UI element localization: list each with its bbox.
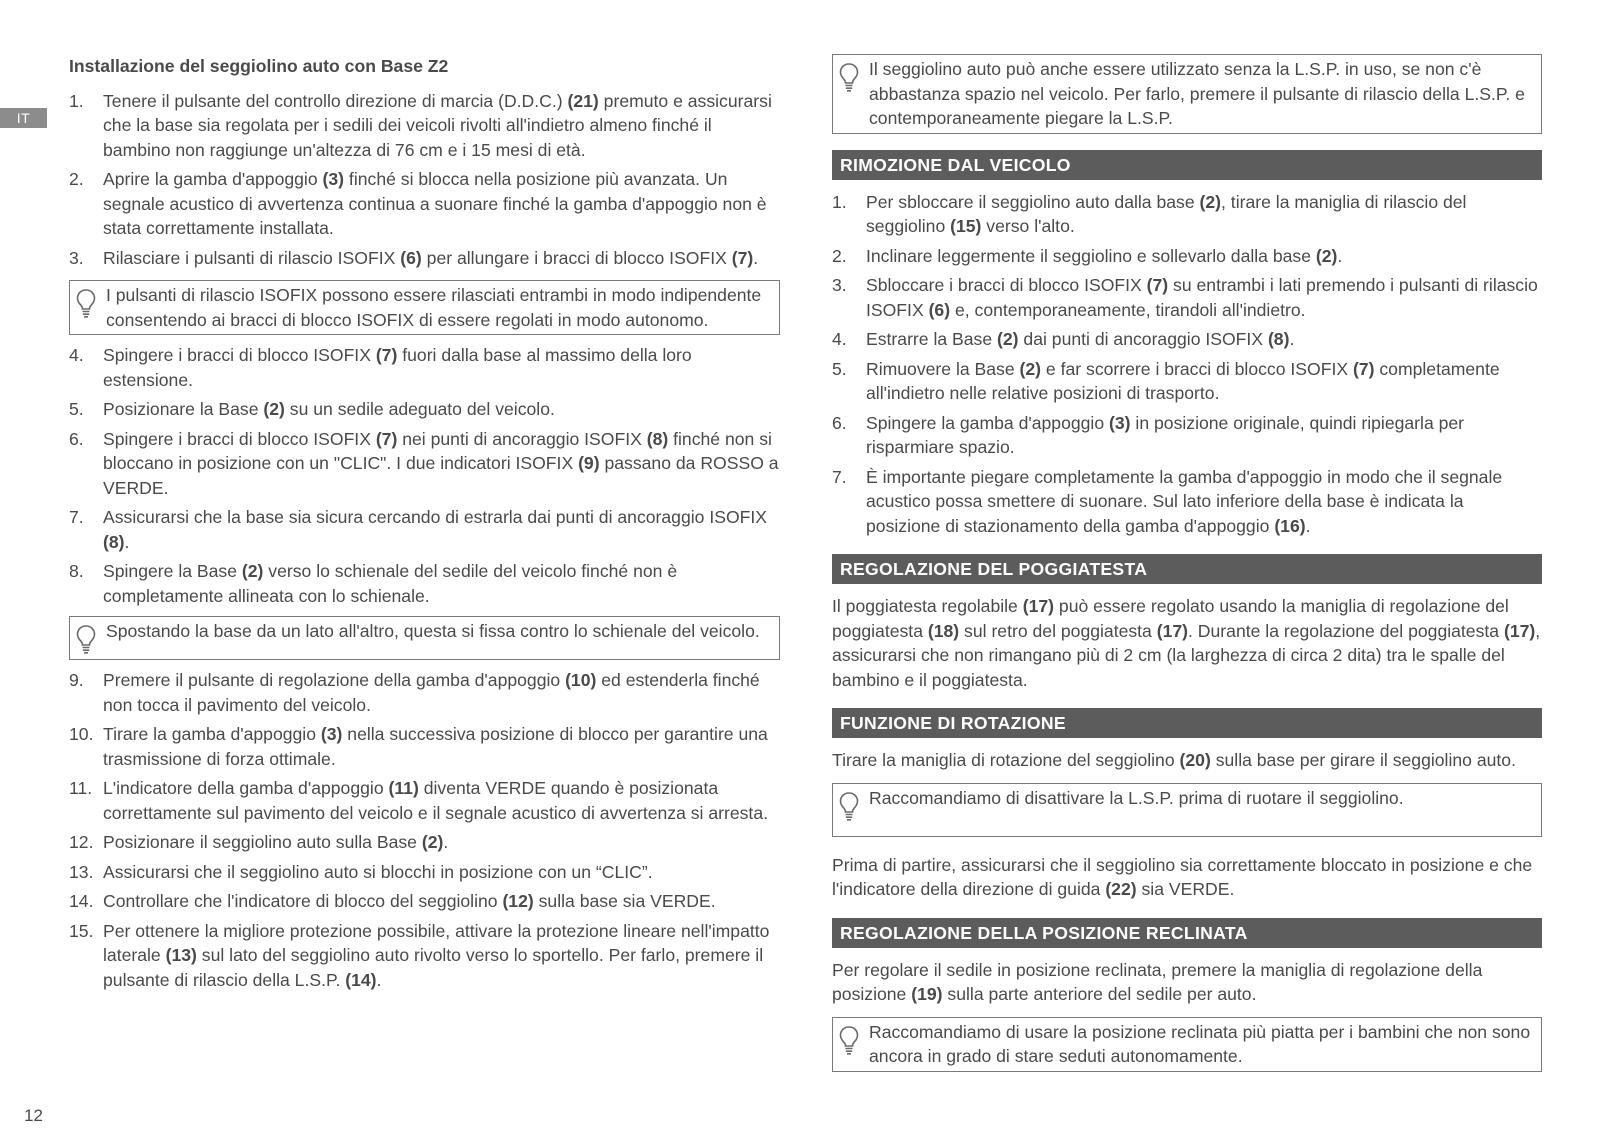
text-run: può essere regolato usando la maniglia di regolazione del poggiatesta [832, 596, 1509, 641]
reference-number: (18) [927, 620, 960, 641]
lightbulb-icon [74, 623, 106, 657]
installation-steps-b [69, 343, 780, 608]
text-run: nei punti di ancoraggio ISOFIX [397, 428, 647, 449]
list-item [69, 559, 780, 608]
step-text [866, 357, 1542, 406]
text-run: su un sedile adeguato del veicolo. [284, 399, 555, 419]
reference-number: (19) [911, 984, 943, 1004]
text-run: sulla base sia VERDE. [533, 891, 716, 911]
reference-number: (12) [502, 891, 534, 911]
installation-steps-a [69, 89, 780, 271]
list-item [832, 190, 1542, 239]
text-run: Assicurarsi che la base sia sicura cercando di estrarla dai punti di ancoraggio ISOFIX [103, 507, 768, 527]
note-rotation: Raccomandiamo di disattivare la L.S.P. prima di ruotare il seggiolino. [832, 783, 1542, 837]
reference-number: (9) [578, 453, 600, 473]
text-run: Rimuovere la Base [866, 358, 1020, 379]
step-text [866, 411, 1542, 460]
reference-number: (17) [1022, 596, 1055, 616]
lightbulb-icon [837, 790, 869, 824]
headrest-heading: REGOLAZIONE DEL POGGIATESTA [832, 554, 1542, 584]
list-item [69, 668, 780, 717]
list-item [832, 327, 1542, 352]
rotation-heading: FUNZIONE DI ROTAZIONE [832, 708, 1542, 738]
text-run: Prima di partire, assicurarsi che il seggiolino sia correttamente bloccato in posizione e che l'indicatore della direzione di guida [832, 854, 1533, 899]
reference-number: (3) [322, 169, 345, 189]
removal-heading: RIMOZIONE DAL VEICOLO [832, 150, 1542, 180]
text-run: e, contemporaneamente, tirandoli all'indietro. [950, 299, 1306, 320]
step-number: 4. [69, 345, 84, 365]
text-run: sulla parte anteriore del sedile per auto. [942, 984, 1257, 1004]
step-text [103, 89, 780, 163]
text-run: Posizionare il seggiolino auto sulla Base [103, 832, 422, 852]
headrest-paragraph [832, 594, 1542, 692]
text-run: Assicurarsi che il seggiolino auto si blocchi in posizione con un “CLIC”. [103, 861, 653, 882]
list-item [69, 246, 780, 271]
step-number: 6. [832, 412, 847, 433]
reference-number: (8) [103, 531, 125, 552]
lightbulb-icon [837, 61, 869, 95]
text-run: finché si blocca nella posizione più avanzata. Un segnale acustico di avvertenza continua a suonare finché la gamba d'appoggio non è stata correttamente installata. [103, 169, 767, 238]
left-column [69, 54, 780, 997]
step-number: 4. [832, 329, 847, 349]
step-text [103, 830, 780, 855]
text-run: , assicurarsi che non rimangano più di 2 cm (la larghezza di circa 2 dita) tra le spalle del bambino e il poggiatesta. [832, 620, 1541, 690]
note-lsp-without: Il seggiolino auto può anche essere utilizzato senza la L.S.P. in uso, se non c'è abbastanza spazio nel veicolo. Per farlo, premere il pulsante di rilascio della L.S.P. e contemporaneamente piegare la L.S.P. [832, 54, 1542, 134]
step-number: 2. [69, 169, 84, 189]
list-item [69, 427, 780, 501]
reference-number: (16) [1274, 515, 1306, 536]
step-text [866, 190, 1542, 239]
text-run: per allungare i bracci di blocco ISOFIX [421, 247, 732, 268]
reference-number: (6) [400, 247, 422, 268]
reference-number: (2) [1019, 358, 1042, 379]
step-text [866, 244, 1542, 269]
text-run: verso l'alto. [981, 216, 1075, 236]
installation-steps-c [69, 668, 780, 992]
reference-number: (8) [1267, 329, 1290, 349]
text-run: È importante piegare completamente la gamba d'appoggio in modo che il segnale acustico possa smettere di suonare. Sul lato inferiore della base è indicata la posizione di stazionamento della gamba d'appoggio [866, 466, 1503, 536]
note-recline: Raccomandiamo di usare la posizione reclinata più piatta per i bambini che non sono ancora in grado di stare seduti autonomamente. [832, 1017, 1542, 1072]
reference-number: (7) [1352, 358, 1375, 379]
removal-steps [832, 190, 1542, 539]
text-run: in posizione originale, quindi ripiegarla per risparmiare spazio. [866, 412, 1465, 457]
step-number: 3. [69, 247, 84, 268]
text-run: . [376, 969, 382, 990]
step-number: 7. [69, 507, 84, 527]
reference-number: (2) [1315, 245, 1338, 266]
reference-number: (11) [388, 778, 419, 798]
text-run: Premere il pulsante di regolazione della gamba d'appoggio [103, 670, 566, 690]
step-number: 1. [832, 191, 847, 212]
step-text [103, 559, 780, 608]
reference-number: (2) [241, 561, 264, 581]
text-run: completamente all'indietro nelle relative posizioni di trasporto. [866, 358, 1500, 403]
reference-number: (17) [1503, 620, 1536, 641]
text-run: sia VERDE. [1136, 879, 1235, 899]
text-run: Spingere i bracci di blocco ISOFIX [103, 428, 376, 449]
reference-number: (8) [646, 428, 669, 449]
text-run: . [753, 247, 759, 268]
list-item [832, 357, 1542, 406]
text-run: Sbloccare i bracci di blocco ISOFIX [866, 275, 1147, 295]
lightbulb-icon [837, 1024, 869, 1058]
text-run: Il poggiatesta regolabile [832, 596, 1023, 616]
text-run: Tirare la gamba d'appoggio [103, 724, 321, 744]
reference-number: (15) [950, 216, 982, 236]
text-run: Estrarre la Base [866, 329, 998, 349]
text-run: . [1305, 515, 1311, 536]
step-text [866, 327, 1542, 352]
reference-number: (20) [1179, 750, 1211, 770]
text-run: Spingere i bracci di blocco ISOFIX [103, 345, 376, 365]
reference-number: (3) [1109, 412, 1131, 433]
step-number: 7. [832, 466, 847, 487]
list-item [69, 830, 780, 855]
text-run: Tenere il pulsante del controllo direzione di marcia (D.D.C.) [103, 90, 568, 111]
text-run: Aprire la gamba d'appoggio [103, 169, 323, 189]
reference-number: (7) [1146, 275, 1169, 295]
step-number: 13. [69, 861, 94, 882]
list-item [69, 889, 780, 914]
rotation-paragraph [832, 748, 1542, 773]
text-run: Spingere la Base [103, 561, 242, 581]
text-run: sul retro del poggiatesta [959, 620, 1157, 641]
step-text [866, 465, 1542, 539]
step-text [103, 919, 780, 993]
list-item [832, 244, 1542, 269]
text-run: Inclinare leggermente il seggiolino e sollevarlo dalla base [866, 245, 1316, 266]
list-item [832, 411, 1542, 460]
step-number: 10. [69, 724, 94, 744]
text-run: Posizionare la Base [103, 399, 264, 419]
text-run: Per regolare il sedile in posizione reclinata, premere la maniglia di regolazione della posizione [832, 959, 1483, 1004]
step-text [103, 668, 780, 717]
step-text [103, 427, 780, 501]
text-run: Spingere la gamba d'appoggio [866, 412, 1110, 433]
list-item [69, 505, 780, 554]
step-number: 9. [69, 670, 84, 690]
reference-number: (2) [263, 399, 285, 419]
language-tab: IT [0, 108, 47, 128]
reference-number: (2) [997, 329, 1019, 349]
note-base-side: Spostando la base da un lato all'altro, questa si fissa contro lo schienale del veicolo. [69, 616, 780, 660]
text-run: L'indicatore della gamba d'appoggio [103, 778, 389, 798]
text-run: , tirare la maniglia di rilascio del seggiolino [866, 191, 1467, 236]
text-run: fuori dalla base al massimo della loro estensione. [103, 345, 692, 390]
step-text [103, 505, 780, 554]
list-item [69, 89, 780, 163]
page-number: 12 [24, 1106, 43, 1125]
reference-number: (13) [165, 945, 197, 965]
reference-number: (7) [731, 247, 754, 268]
lightbulb-icon [74, 287, 106, 321]
text-run: finché non si bloccano in posizione con un "CLIC". I due indicatori ISOFIX [103, 428, 772, 473]
step-text [103, 860, 780, 885]
reference-number: (2) [1199, 191, 1222, 212]
text-run: ed estenderla finché non tocca il pavimento del veicolo. [103, 670, 760, 715]
step-text [103, 889, 780, 914]
reference-number: (3) [320, 724, 343, 744]
text-run: diventa VERDE quando è posizionata correttamente sul pavimento del veicolo e il segnale acustico di avvertenza si arresta. [103, 778, 768, 823]
text-run: . Durante la regolazione del poggiatesta [1188, 620, 1504, 641]
text-run: passano da ROSSO a VERDE. [103, 453, 779, 498]
list-item [69, 343, 780, 392]
step-text [103, 397, 780, 422]
list-item [69, 919, 780, 993]
list-item [69, 397, 780, 422]
recline-heading: REGOLAZIONE DELLA POSIZIONE RECLINATA [832, 918, 1542, 948]
step-number: 15. [69, 920, 94, 941]
step-number: 5. [832, 358, 847, 379]
step-number: 11. [69, 778, 93, 798]
text-run: e far scorrere i bracci di blocco ISOFIX [1041, 358, 1353, 379]
step-number: 14. [69, 891, 94, 911]
reference-number: (6) [928, 299, 951, 320]
text-run: sul lato del seggiolino auto rivolto verso lo sportello. Per farlo, premere il pulsante di rilascio della L.S.P. [103, 945, 764, 990]
reference-number: (7) [375, 428, 398, 449]
text-run: sulla base per girare il seggiolino auto. [1210, 750, 1516, 770]
step-number: 2. [832, 245, 847, 266]
text-run: premuto e assicurarsi che la base sia regolata per i sedili dei veicoli rivolti all'indietro almeno finché il bambino non raggiunge un'altezza di 76 cm e i 15 mesi di età. [103, 90, 772, 160]
step-text [866, 273, 1542, 322]
text-run: Per sbloccare il seggiolino auto dalla base [866, 191, 1200, 212]
step-text [103, 343, 780, 392]
list-item [832, 273, 1542, 322]
text-run: nella successiva posizione di blocco per garantire una trasmissione di forza ottimale. [103, 724, 768, 769]
step-text [103, 167, 780, 241]
step-number: 6. [69, 428, 84, 449]
text-run: Per ottenere la migliore protezione possibile, attivare la protezione lineare nell'impatto laterale [103, 920, 770, 965]
reference-number: (2) [421, 832, 444, 852]
text-run: verso lo schienale del sedile del veicolo finché non è completamente allineata con lo schienale. [103, 561, 678, 606]
text-run: . [124, 531, 130, 552]
note-isofix-release: I pulsanti di rilascio ISOFIX possono essere rilasciati entrambi in modo indipendente consentendo ai bracci di blocco ISOFIX di essere regolati in modo autonomo. [69, 280, 780, 335]
reference-number: (14) [345, 969, 377, 990]
list-item [69, 776, 780, 825]
text-run: Controllare che l'indicatore di blocco del seggiolino [103, 891, 503, 911]
text-run: . [1289, 329, 1295, 349]
reference-number: (17) [1156, 620, 1189, 641]
step-number: 12. [69, 832, 94, 852]
text-run: Rilasciare i pulsanti di rilascio ISOFIX [103, 247, 401, 268]
step-text [103, 246, 780, 271]
step-text [103, 776, 780, 825]
installation-title: Installazione del seggiolino auto con Base Z2 [69, 56, 449, 76]
text-run: su entrambi i lati premendo i pulsanti di rilascio ISOFIX [866, 275, 1538, 320]
reference-number: (7) [375, 345, 398, 365]
list-item [69, 722, 780, 771]
text-run: dai punti di ancoraggio ISOFIX [1018, 329, 1268, 349]
reference-number: (21) [567, 90, 599, 111]
text-run: . [443, 832, 449, 852]
list-item [832, 465, 1542, 539]
reference-number: (10) [565, 670, 597, 690]
list-item [69, 860, 780, 885]
step-number: 5. [69, 399, 84, 419]
step-number: 1. [69, 90, 84, 111]
departure-paragraph [832, 853, 1542, 902]
step-number: 8. [69, 561, 84, 581]
text-run: . [1337, 245, 1343, 266]
step-text [103, 722, 780, 771]
reference-number: (22) [1105, 879, 1137, 899]
right-column [832, 54, 1542, 1080]
step-number: 3. [832, 275, 847, 295]
list-item [69, 167, 780, 241]
text-run: Tirare la maniglia di rotazione del seggiolino [832, 750, 1180, 770]
recline-paragraph [832, 958, 1542, 1007]
